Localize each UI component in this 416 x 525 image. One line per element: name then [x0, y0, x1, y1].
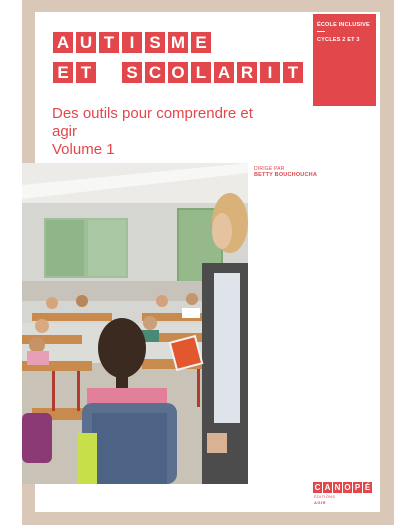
title-letter: A [53, 32, 73, 53]
subtitle-line: Des outils pour comprendre et agir [52, 105, 253, 140]
title-letter: R [237, 62, 257, 83]
book-cover [35, 12, 380, 512]
series-tag-box [313, 14, 376, 106]
editor-name: BETTY BOUCHOUCHA [254, 172, 317, 178]
title-letter: I [122, 32, 142, 53]
logo-letter: N [334, 483, 341, 492]
title-letter: T [76, 62, 96, 83]
title-letter: L [191, 62, 211, 83]
logo-letter: C [314, 483, 321, 492]
title-letter: T [99, 32, 119, 53]
title-letter: U [76, 32, 96, 53]
book-subtitle [52, 105, 272, 159]
title-letter: E [53, 62, 73, 83]
title-letter: T [283, 62, 303, 83]
tag-divider [317, 31, 325, 32]
title-line-1 [53, 32, 211, 53]
title-line-2 [53, 62, 303, 83]
title-spacer [99, 62, 119, 83]
cycle-tag: CYCLES 2 ET 3 [317, 37, 360, 43]
logo-letter: É [364, 483, 371, 492]
classroom-photo [22, 163, 248, 484]
title-letter: S [145, 32, 165, 53]
logo-letter: O [344, 483, 351, 492]
volume-label: Volume 1 [52, 141, 115, 158]
title-letter: C [145, 62, 165, 83]
publisher-logo [313, 482, 377, 508]
logo-letter: P [354, 483, 361, 492]
logo-subtitle: ÉDITIONS [314, 494, 336, 499]
title-letter: I [260, 62, 280, 83]
direction-label: DIRIGÉ PAR [254, 166, 285, 172]
title-letter: S [122, 62, 142, 83]
collection-name: AGIR [314, 500, 326, 505]
title-letter: A [214, 62, 234, 83]
logo-letters [313, 482, 377, 493]
title-letter: E [191, 32, 211, 53]
title-letter: O [168, 62, 188, 83]
title-letter: M [168, 32, 188, 53]
logo-letter: A [324, 483, 331, 492]
collection-tag: ÉCOLE INCLUSIVE [317, 22, 370, 28]
